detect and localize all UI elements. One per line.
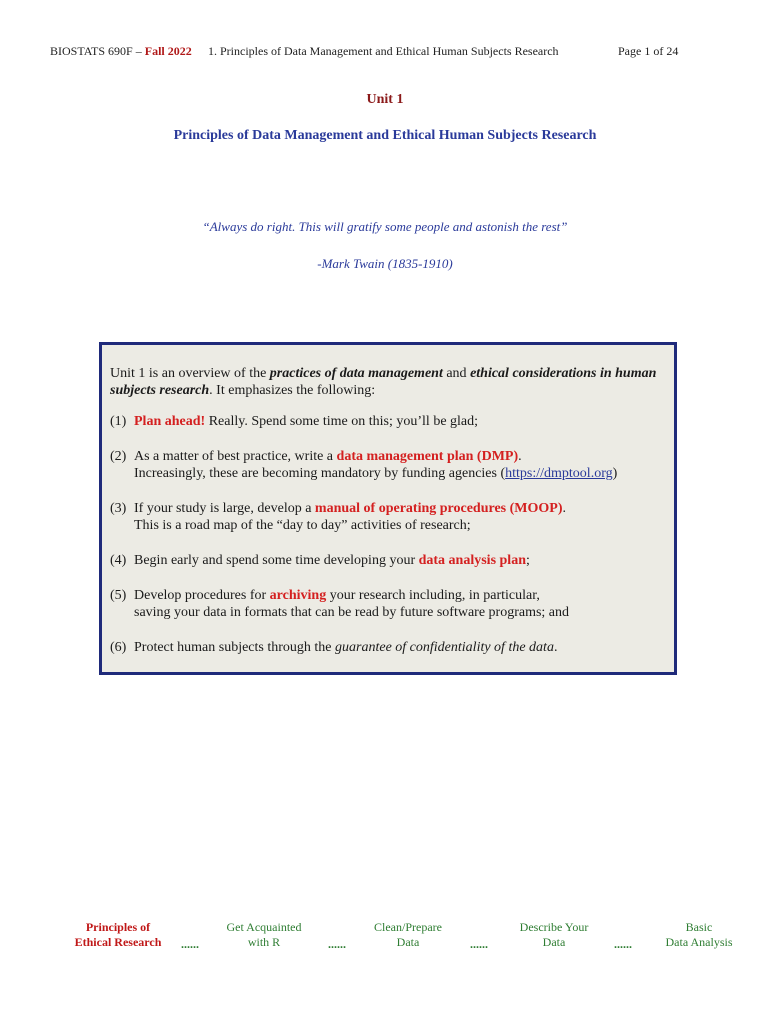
dmptool-link[interactable]: https://dmptool.org	[505, 466, 613, 481]
quote-attribution: -Mark Twain (1835-1910)	[317, 256, 453, 271]
footer-step-clean[interactable]: Clean/Prepare Data	[374, 920, 442, 949]
page-number: Page 1 of 24	[618, 44, 679, 58]
list-item: (4) Begin early and spend some time developing your data analysis plan;	[110, 553, 530, 568]
footer-step-r[interactable]: Get Acquainted with R	[226, 920, 302, 949]
overview-intro: Unit 1 is an overview of the practices of data management and ethical considerations in human subjects research. It emphasizes the following:	[110, 366, 657, 398]
footer-separator: ......	[470, 937, 488, 951]
header-chapter: 1. Principles of Data Management and Ethical Human Subjects Research	[208, 44, 559, 58]
list-item: (2) As a matter of best practice, write a data management plan (DMP). Increasingly, these are becoming mandatory by funding agencies (https://dmptool.org)	[110, 449, 618, 481]
footer-step-principles[interactable]: Principles of Ethical Research	[74, 920, 162, 949]
overview-box	[99, 342, 677, 675]
list-item: (3) If your study is large, develop a manual of operating procedures (MOOP). This is a road map of the “day to day” activities of research;	[110, 501, 566, 533]
footer-step-analysis[interactable]: Basic Data Analysis	[665, 920, 733, 949]
list-item: (6) Protect human subjects through the guarantee of confidentiality of the data.	[110, 640, 558, 655]
footer-separator: ......	[328, 937, 346, 951]
unit-title: Unit 1	[366, 92, 404, 107]
footer-step-describe[interactable]: Describe Your Data	[519, 920, 589, 949]
footer-separator: ......	[614, 937, 632, 951]
header-term: Fall 2022	[144, 44, 192, 58]
list-item: (1) Plan ahead! Really. Spend some time on this; you’ll be glad;	[110, 414, 479, 429]
footer-separator: ......	[181, 937, 199, 951]
header-course: BIOSTATS 690F – Fall 2022	[50, 44, 192, 58]
list-item: (5) Develop procedures for archiving your research including, in particular, saving your data in formats that can be read by future software programs; and	[110, 588, 570, 620]
unit-subtitle: Principles of Data Management and Ethical Human Subjects Research	[173, 128, 597, 143]
quote-text: “Always do right. This will gratify some people and astonish the rest”	[202, 219, 568, 234]
